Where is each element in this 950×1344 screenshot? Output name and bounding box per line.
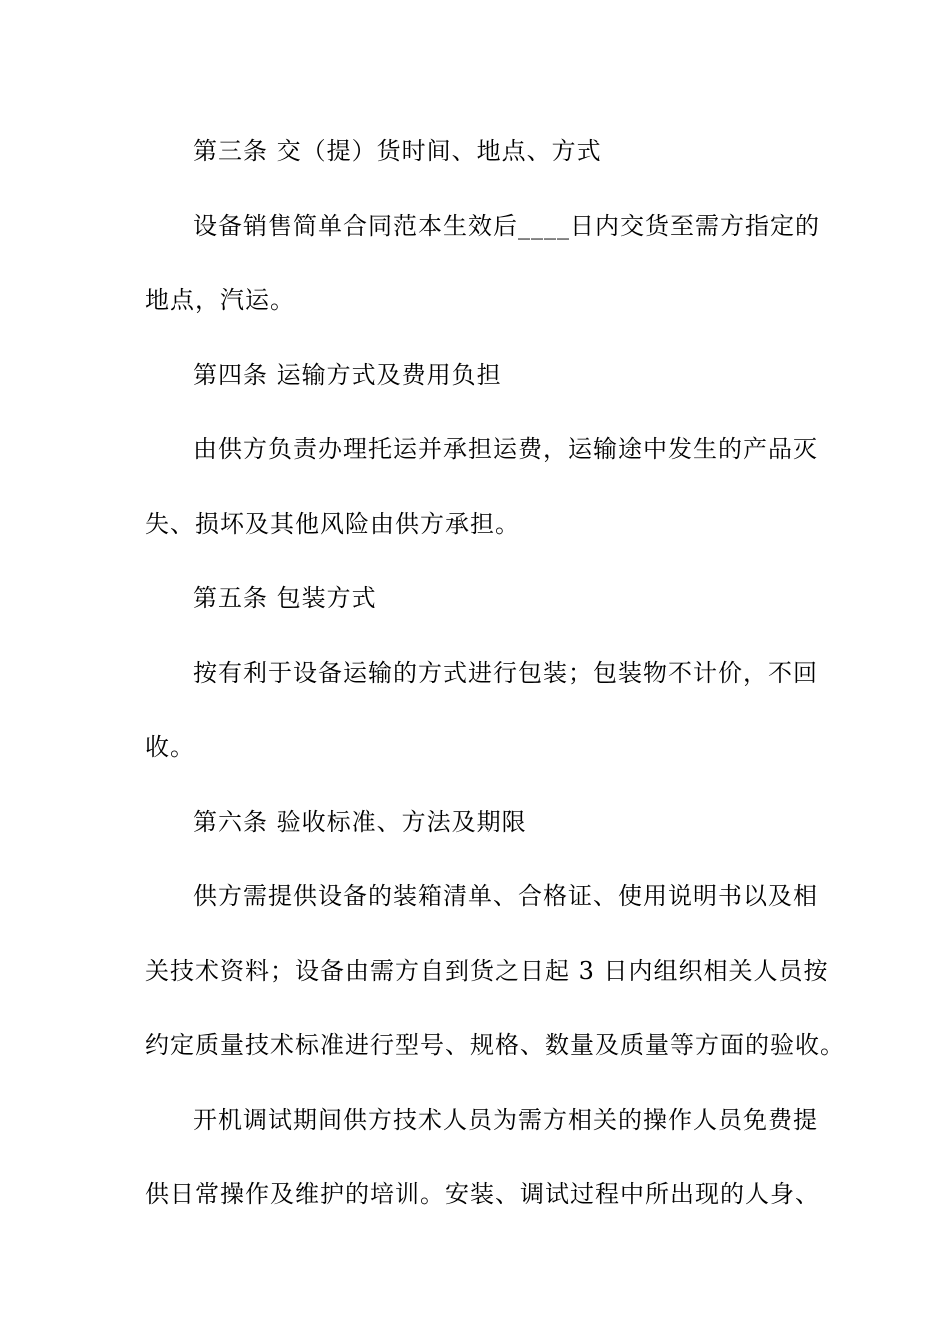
heading-article-5: 第五条 包装方式	[193, 584, 377, 612]
paragraph-line: 供方需提供设备的装箱清单、合格证、使用说明书以及相	[193, 882, 818, 910]
paragraph-line: 约定质量技术标准进行型号、规格、数量及质量等方面的验收。	[145, 1031, 845, 1059]
paragraph-line: 供日常操作及维护的培训。安装、调试过程中所出现的人身、	[145, 1180, 820, 1208]
paragraph-line: 收。	[145, 733, 195, 761]
heading-article-3: 第三条 交（提）货时间、地点、方式	[193, 137, 602, 165]
paragraph-line: 失、损坏及其他风险由供方承担。	[145, 509, 520, 538]
paragraph-line: 由供方负责办理托运并承担运费，运输途中发生的产品灭	[193, 435, 818, 463]
paragraph-line: 设备销售简单合同范本生效后____日内交货至需方指定的	[193, 211, 820, 240]
paragraph-line: 按有利于设备运输的方式进行包装；包装物不计价，不回	[193, 658, 818, 687]
document-body	[145, 128, 845, 1246]
paragraph-line: 地点，汽运。	[145, 286, 295, 314]
heading-article-4: 第四条 运输方式及费用负担	[193, 360, 502, 389]
paragraph-line: 关技术资料；设备由需方自到货之日起 3 日内组织相关人员按	[145, 956, 829, 985]
paragraph-line: 开机调试期间供方技术人员为需方相关的操作人员免费提	[193, 1105, 818, 1134]
heading-article-6: 第六条 验收标准、方法及期限	[193, 807, 527, 836]
